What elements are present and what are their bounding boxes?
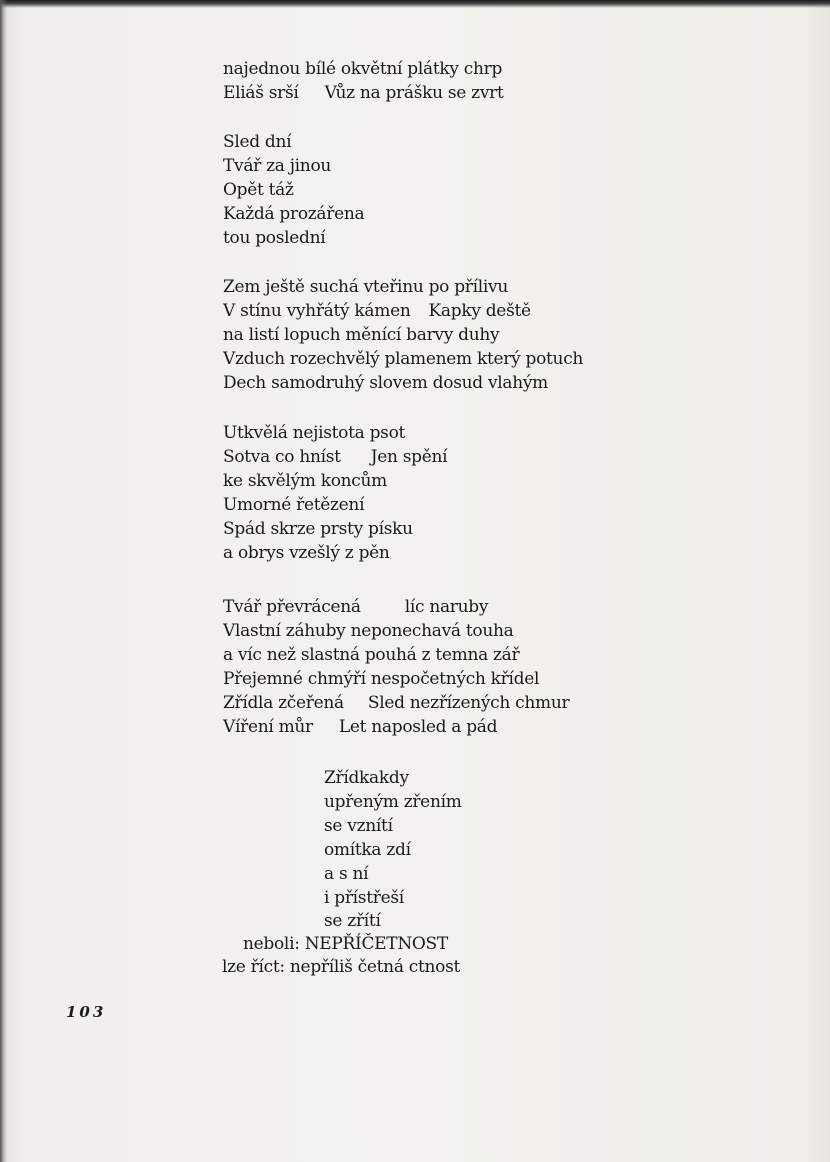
- poem-line: [223, 83, 503, 103]
- poem-line: na listí lopuch měnící barvy duhy: [223, 325, 500, 345]
- poem-line: tou poslední: [223, 228, 326, 248]
- poem-line: najednou bílé okvětní plátky chrp: [223, 59, 503, 79]
- poem-line: [223, 597, 488, 617]
- poem-line: Opět táž: [223, 180, 294, 200]
- poem-line: Tvář za jinou: [223, 156, 332, 176]
- poem-line: Spád skrze prsty písku: [223, 519, 413, 539]
- poem-line: Umorné řetězení: [223, 495, 365, 515]
- poem-line: Sled dní: [223, 132, 292, 152]
- poem-phrase: Kapky deště: [428, 301, 531, 321]
- poem-line: Přejemné chmýří nespočetných křídel: [223, 669, 540, 689]
- poem-line: se zřítí: [324, 911, 381, 931]
- poem-phrase: Vůz na prášku se zvrt: [324, 83, 504, 103]
- poem-line: Dech samodruhý slovem dosud vlahým: [223, 373, 549, 393]
- poem-line: Vzduch rozechvělý plamenem který potuch: [223, 349, 584, 369]
- poem-line: lze říct: nepříliš četná ctnost: [222, 957, 461, 977]
- poem-line: a víc než slastná pouhá z temna zář: [223, 645, 520, 665]
- poem-line: upřeným zřením: [324, 792, 462, 812]
- page-binding-shadow: [0, 0, 7, 1162]
- page-top-shadow: [0, 0, 830, 8]
- poem-phrase: Víření můr: [223, 717, 313, 737]
- poem-phrase: Sled nezřízených chmur: [367, 693, 570, 713]
- poem-phrase: Jen spění: [370, 447, 448, 467]
- poem-line: a obrys vzešlý z pěn: [223, 543, 390, 563]
- poem-line: Každá prozářena: [223, 204, 365, 224]
- poem-line: neboli: NEPŘÍČETNOST: [243, 934, 448, 954]
- poem-phrase: líc naruby: [404, 597, 489, 617]
- poem-phrase: Sotva co hníst: [223, 447, 341, 467]
- poem-line: [223, 301, 531, 321]
- poem-phrase: V stínu vyhřátý kámen: [223, 301, 411, 321]
- poem-line: [223, 717, 497, 737]
- poem-line: Vlastní záhuby neponechavá touha: [223, 621, 514, 641]
- poem-line: [223, 693, 569, 713]
- poem-line: ke skvělým koncům: [223, 471, 387, 491]
- poem-phrase: Zřídla zčeřená: [223, 693, 344, 713]
- poem-line: Zem ještě suchá vteřinu po přílivu: [223, 277, 508, 297]
- page-number: 103: [66, 1003, 107, 1021]
- poem-phrase: Tvář převrácená: [223, 597, 361, 617]
- poem-phrase: Let naposled a pád: [338, 717, 498, 737]
- poem-line: omítka zdí: [324, 840, 411, 860]
- poem-phrase: Eliáš srší: [223, 83, 299, 103]
- poem-line: i přístřeší: [324, 888, 404, 908]
- poem-line: se vznítí: [324, 816, 393, 836]
- poem-line: a s ní: [324, 864, 369, 884]
- poem-line: Utkvělá nejistota psot: [223, 423, 406, 443]
- poem-line: [223, 447, 447, 467]
- poem-line: Zřídkakdy: [324, 768, 409, 788]
